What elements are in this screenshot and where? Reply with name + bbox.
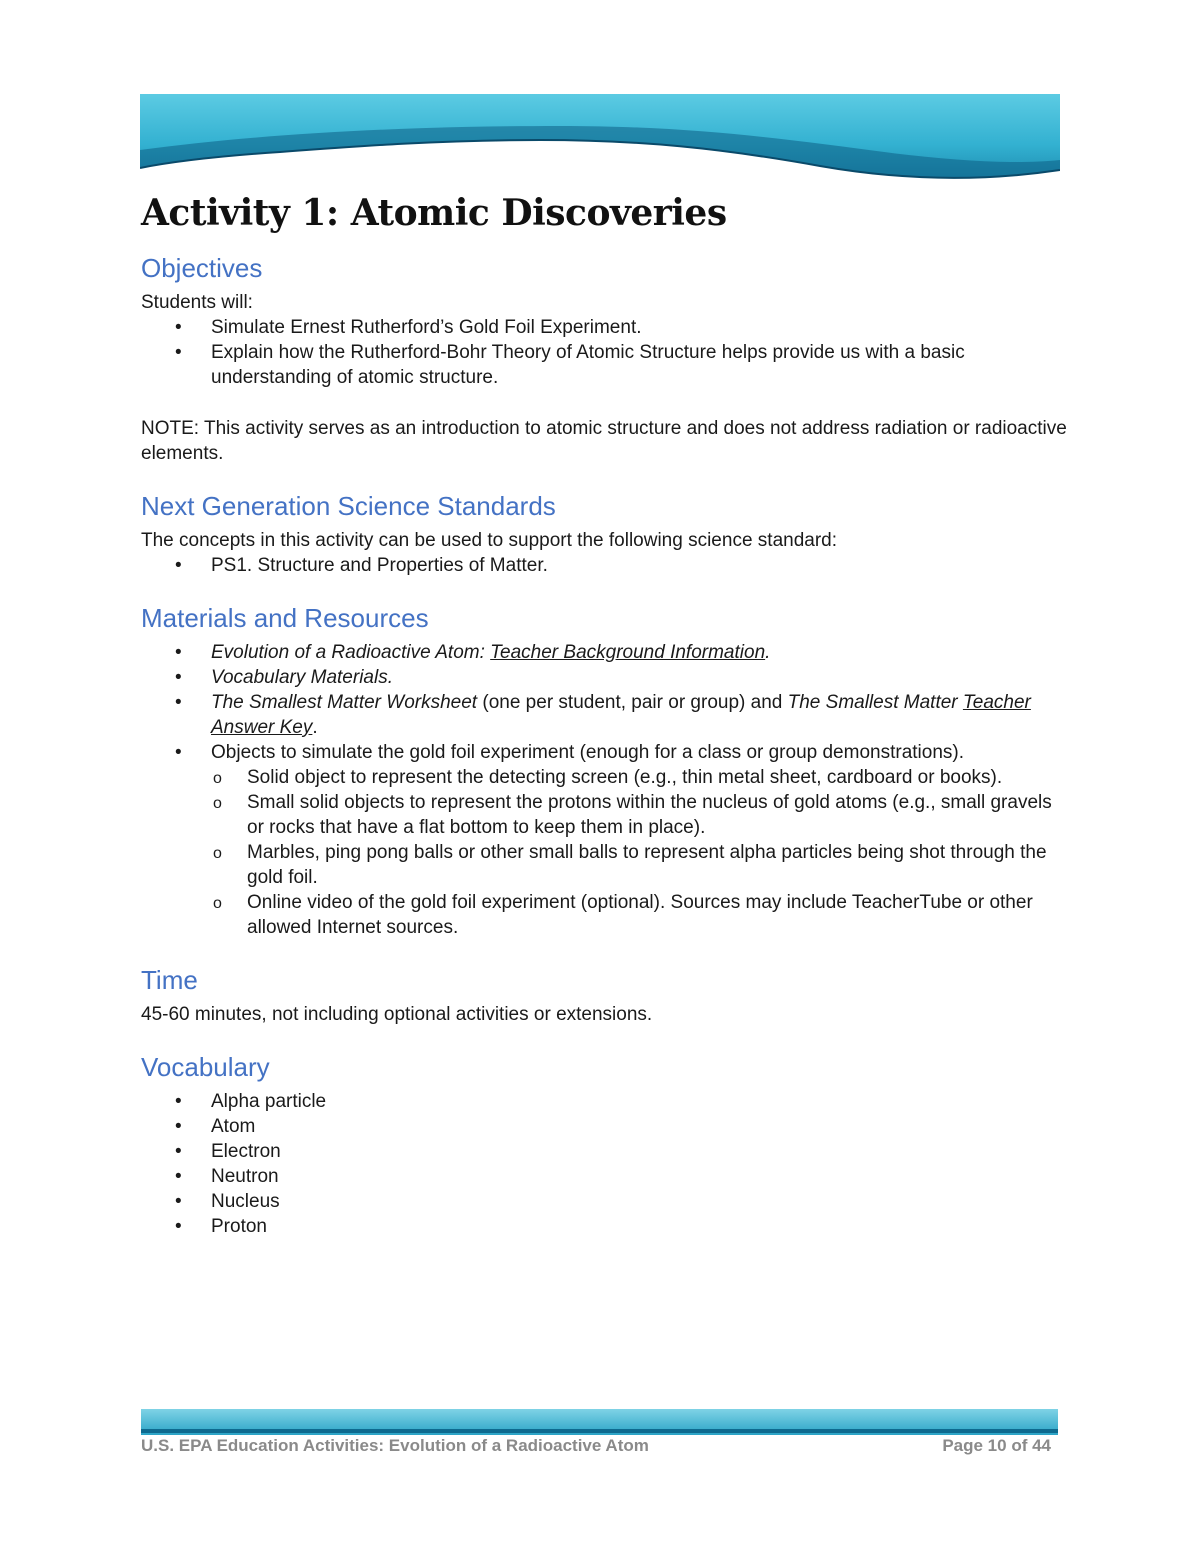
vocabulary-item: • Electron <box>141 1139 1071 1164</box>
punctuation: . <box>765 642 771 663</box>
punctuation: . <box>312 717 318 738</box>
answer-key-link[interactable]: Teacher Answer Key <box>211 692 1031 738</box>
footer-title: U.S. EPA Education Activities: Evolution of a Radioactive Atom <box>141 1436 649 1455</box>
objectives-list <box>141 315 1071 390</box>
objectives-heading: Objectives <box>141 253 263 283</box>
header-wave-banner <box>140 94 1060 184</box>
materials-heading: Materials and Resources <box>141 603 429 633</box>
vocabulary-item: • Atom <box>141 1114 1071 1139</box>
object-subitem: o Small solid objects to represent the protons within the nucleus of gold atoms (e.g., small gravels or rocks that have a flat bottom to keep them in place). <box>211 790 1071 840</box>
ngss-heading: Next Generation Science Standards <box>141 491 556 521</box>
materials-list <box>141 640 1071 940</box>
time-heading: Time <box>141 965 198 995</box>
object-subitem: o Marbles, ping pong balls or other small balls to represent alpha particles being shot through the gold foil. <box>211 840 1071 890</box>
vocabulary-heading: Vocabulary <box>141 1052 270 1082</box>
worksheet-note: (one per student, pair or group) and <box>477 692 788 713</box>
vocabulary-item: • Alpha particle <box>141 1089 1071 1114</box>
objects-sublist <box>211 765 1071 940</box>
objectives-note: NOTE: This activity serves as an introduction to atomic structure and does not address radiation or radioactive elements. <box>141 418 1067 464</box>
document-body <box>141 186 1071 1239</box>
objective-item: • Explain how the Rutherford-Bohr Theory of Atomic Structure helps provide us with a basic understanding of atomic structure. <box>141 340 1071 390</box>
page-number: Page 10 of 44 <box>942 1436 1051 1455</box>
background-info-link[interactable]: Teacher Background Information <box>490 642 766 663</box>
material-item-vocabulary <box>141 665 1071 690</box>
vocabulary-item: • Proton <box>141 1214 1071 1239</box>
objects-text: Objects to simulate the gold foil experiment (enough for a class or group demonstrations). <box>211 742 964 763</box>
ngss-intro: The concepts in this activity can be used to support the following science standard: <box>141 530 838 551</box>
vocabulary-list <box>141 1089 1071 1239</box>
vocabulary-item: • Nucleus <box>141 1189 1071 1214</box>
material-item-worksheet <box>141 690 1071 740</box>
objectives-intro: Students will: <box>141 292 253 313</box>
time-text: 45-60 minutes, not including optional activities or extensions. <box>141 1004 653 1025</box>
material-item-background <box>141 640 1071 665</box>
worksheet-title: The Smallest Matter Worksheet <box>211 692 478 713</box>
vocabulary-materials: Vocabulary Materials. <box>211 667 393 688</box>
material-title: Evolution of a Radioactive Atom: <box>211 642 491 663</box>
answer-key-title: The Smallest Matter <box>787 692 963 713</box>
ngss-list <box>141 553 1071 578</box>
objective-item: • Simulate Ernest Rutherford’s Gold Foil Experiment. <box>141 315 1071 340</box>
footer-wave-bar <box>141 1409 1058 1435</box>
material-item-objects <box>141 740 1071 940</box>
vocabulary-item: • Neutron <box>141 1164 1071 1189</box>
object-subitem: o Solid object to represent the detecting screen (e.g., thin metal sheet, cardboard or books). <box>211 765 1071 790</box>
object-subitem: o Online video of the gold foil experiment (optional). Sources may include TeacherTube or other allowed Internet sources. <box>211 890 1071 940</box>
page-footer <box>141 1436 1051 1456</box>
ngss-item: • PS1. Structure and Properties of Matter. <box>141 553 1071 578</box>
activity-title: Activity 1: Atomic Discoveries <box>141 192 727 234</box>
